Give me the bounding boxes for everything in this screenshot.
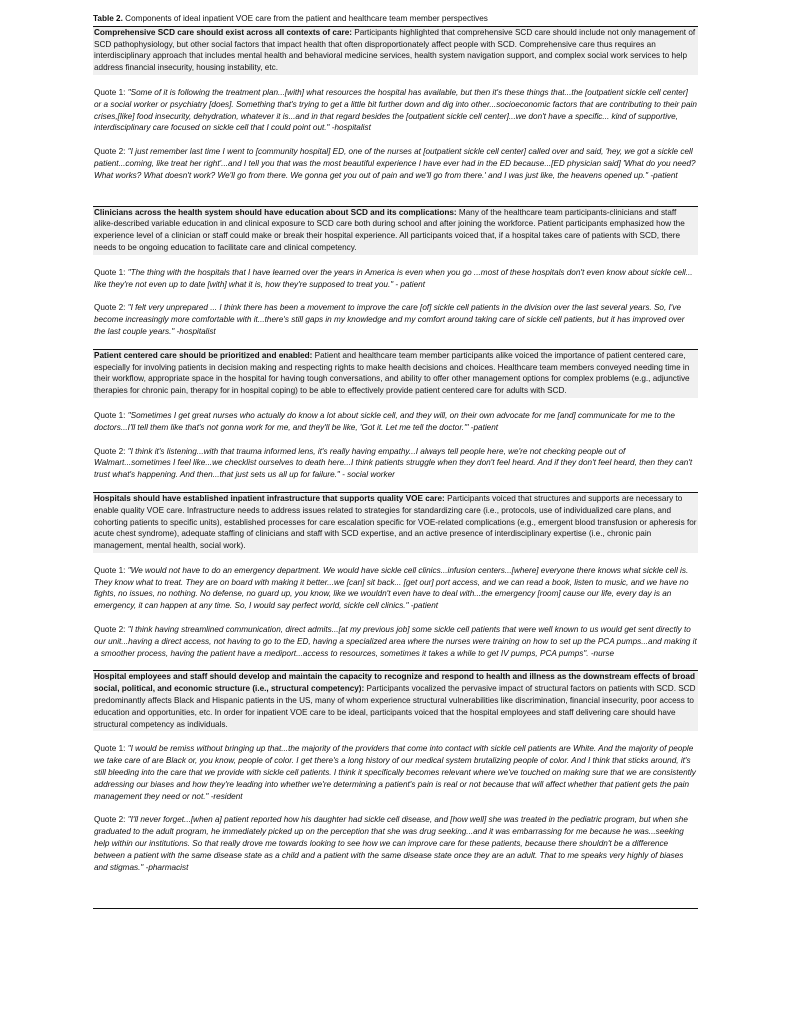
quote-text: "I think it's listening...with that trauma informed lens, it's really having empathy...I always tell people here, we're not checking people out of Walmart...sometimes I feel like...we checklist ourselves to death here...I think patients struggle when they don't feel heard. And if they don't feel heard, then they can't trust what's happening. And then...that just sets us all up for failure." - social worker	[94, 446, 693, 480]
quote-text: "Some of it is following the treatment plan...[with] what resources the hospital has available, but then it's these things that...the [outpatient sickle cell center] or a social worker or psychiatry [does]. Something that's trying to get a little bit further down and dig into other...socioeconomic factors that are contributing to their pain crises,[like] food insecurity, dehydration, whatever it is...and in that regard besides the [outpatient sickle cell center]...we don't have a specific... kind of supportive, interdisciplinary care focused on sickle cell that I could point out." -hospitalist	[94, 87, 697, 133]
quote	[93, 743, 698, 802]
theme-body: Participants voiced that structures and supports are necessary to enable quality VOE care. Infrastructure needs to address issues related to strategies for standardizing care (i.e., protocols, use of individualized care plans, and cohorting patients to specific units), established processes for care escalation specific for VOE-related complications (e.g., emergent blood transfusion or apheresis for acute chest syndrome), adequate staffing of clinicians and staff with SCD expertise, and an active presence of interdisciplinary expertise (i.e., chronic pain management, mental health, social work).	[94, 493, 697, 551]
quote-text: "Sometimes I get great nurses who actually do know a lot about sickle cell, and they will, on their own advocate for me [and] communicate for me to the doctors...I'll tell them like that's not gonna work for me, and they'll be like, 'Got it. Let me tell the doctor.'" -patient	[94, 410, 675, 432]
table-label: Table 2.	[93, 14, 123, 23]
quote	[93, 624, 698, 659]
theme-comprehensive-care	[93, 26, 698, 75]
quote	[93, 410, 698, 434]
quote	[93, 565, 698, 612]
table-caption-text: Components of ideal inpatient VOE care from the patient and healthcare team member perspectives	[125, 14, 488, 23]
quote-label: Quote 1:	[94, 410, 126, 420]
theme-body: Patient and healthcare team member participants alike voiced the importance of patient centered care, especially for involving patients in decision making and respecting rights to make health decisions and choices. Healthcare team members conveyed needing time in their workflow, appropriate space in the hospital for having tough conversations, and ability to offer other management options for complex problems (e.g., adjunctive therapies for chronic pain, therapy for in hospital coping) to be able to effectively provide patient centered care for adults with SCD.	[94, 350, 690, 396]
table-2	[93, 13, 698, 909]
quote-text: "I think having streamlined communication, direct admits...[at my previous job] some sickle cell patients that were well known to us would get sent directly to our unit...having a direct access, not having to go to the ED, having a specialized area where the nurses were training on how to set up the PCA pumps...and making it a smoother process, having the patient have a mediport...access to resources, sometimes it takes a while to get IV pumps, PCA pumps". -nurse	[94, 625, 697, 658]
quote	[93, 814, 698, 873]
quote-text: "The thing with the hospitals that I have learned over the years in America is even when you go ...most of these hospitals don't even know about sickle cell... like they're not even up to date [with] what it is, how they're supposed to treat you." - patient	[94, 267, 693, 289]
table-bottom-rule	[93, 908, 698, 909]
quote	[93, 267, 698, 291]
quote-label: Quote 1:	[94, 744, 126, 754]
quote-text: "I felt very unprepared ... I think there has been a movement to improve the care [of] sickle cell patients in the division over the last several years. So, I've become increasingly more comfortable with it...there's still gaps in my knowledge and my comfort around taking care of sickle cell patients, but it has improved over the last couple years." -hospitalist	[94, 303, 685, 336]
theme-body: Participants highlighted that comprehensive SCD care should include not only management of SCD pathophysiology, but other social factors that impact health that often disproportionately affect people with SCD. Comprehensive care thus requires an interdisciplinary approach that includes mental health and behavioral medicine services, health system navigation support, and complex social work services to help address financial insecurity, housing instability, etc.	[94, 27, 696, 73]
theme-title: Patient centered care should be prioritized and enabled:	[94, 350, 313, 360]
quote	[93, 146, 698, 181]
quote-text: "I would be remiss without bringing up that...the majority of the providers that come into contact with sickle cell patients are White. And the majority of people we take care of are Black or, you know, people of color. I get there's a long history of our medical system brutalizing people of color. And I think that sticks around, it's still bleeding into the care that we provide with sickle cell patients. I think it specifically becomes relevant where we've touched on making sure that we are consistently addressing our biases and how they're leading into whether we're determining a patient's pain is real or not because that will affect whether that patient gets the pain management they need or not." -resident	[94, 744, 696, 801]
quote-text: "I'll never forget...[when a] patient reported how his daughter had sickle cell disease, and [how well] she was treated in the pediatric program, but when she graduated to the adult program, he immediately picked up on the perception that she was drug seeking...and it was embarrassing for me because he was...seeking help within our institutions. So that really drove me towards looking to see how we can improve care for these patients, because there shouldn't be a difference between a patient with the same disease state as a child and a patient with the same disease state once they are an adult. That to me speaks very highly of biases and stigmas." -pharmacist	[94, 815, 688, 872]
quote	[93, 87, 698, 134]
quote-label: Quote 1:	[94, 565, 126, 575]
quote-label: Quote 2:	[94, 147, 126, 157]
theme-body: Participants vocalized the pervasive impact of structural factors on patients with SCD. SCD predominantly affects Black and Hispanic patients in the US, many of whom experience structural vulnerabilities like discrimination, financial insecurity, poor access to education and opportunities, etc. In order for inpatient VOE care to be ideal, participants voiced that the hospital employees and staff delivering care should have structural competency as individuals.	[94, 684, 696, 729]
theme-body: Many of the healthcare team participants-clinicians and staff alike-described variable education in and clinical exposure to SCD care both during school and after joining the workforce. Patient participants emphasized how the experience level of a clinician or staff could make or break their hospital experience. All participants voiced that, if a hospital takes care of patients with SCD, there needs to be ongoing education to facilitate care and clinical competency.	[94, 207, 685, 252]
quote-text: "We would not have to do an emergency department. We would have sickle cell clinics...infusion centers...[where] everyone there knows what sickle cell is. They know what to treat. They are on board with making it better...we [can] sit back... [get our] port access, and we can read a book, listen to music, and we have no fights, no issues, no nothing. No defense, no guard up, you know, like we wouldn't even have to deal with...the emergency [room] cause our life, every day is an emergency, it can happen at any time. So, I would say perfect world, sickle cell clinics." -patient	[94, 565, 689, 611]
theme-title: Hospital employees and staff should develop and maintain the capacity to recognize and respond to health and illness as the downstream effects of broad social, political, and economic structure (i.e., structural competency):	[94, 672, 695, 694]
theme-inpatient-infrastructure	[93, 492, 698, 553]
table-caption	[93, 13, 698, 25]
quote-label: Quote 2:	[94, 815, 126, 825]
quote-label: Quote 2:	[94, 625, 126, 635]
theme-title: Hospitals should have established inpatient infrastructure that supports quality VOE care:	[94, 493, 445, 503]
theme-structural-competency	[93, 670, 698, 731]
quote-label: Quote 1:	[94, 87, 126, 97]
quote-label: Quote 2:	[94, 446, 126, 456]
theme-clinician-education	[93, 206, 698, 255]
quote-label: Quote 2:	[94, 303, 126, 313]
quote-text: "I just remember last time I went to [community hospital] ED, one of the nurses at [outpatient sickle cell center] called over and said, 'hey, we got a sickle cell patient...coming, like treat her right'...and I tell you that was the most beautiful experience I have ever had in the ED because...[ED physician said] 'What do you need? What works? What doesn't work? We'll go from there. We gonna get you out of pain and we'll go from there.' and I was just like, the heavens opened up." -patient	[94, 147, 696, 180]
quote-label: Quote 1:	[94, 267, 126, 277]
quote	[93, 302, 698, 337]
quote	[93, 446, 698, 481]
theme-title: Clinicians across the health system should have education about SCD and its complications:	[94, 207, 457, 217]
theme-title: Comprehensive SCD care should exist across all contexts of care:	[94, 27, 353, 37]
theme-patient-centered-care	[93, 349, 698, 398]
